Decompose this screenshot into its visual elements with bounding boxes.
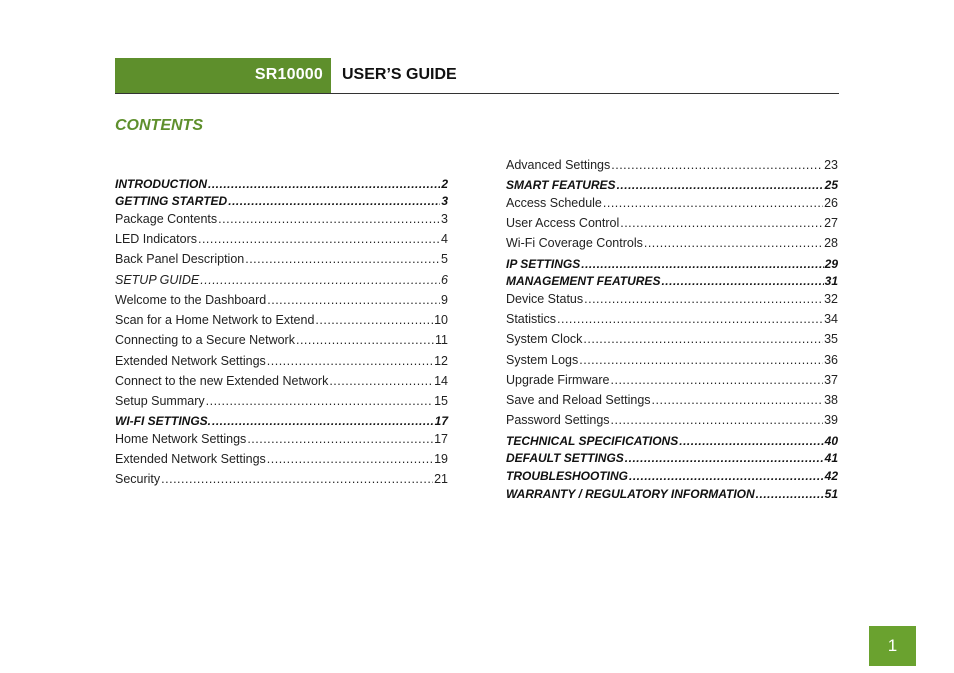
model-name: SR10000 [254,66,323,83]
toc-leader-dots [557,311,823,327]
toc-entry-label: Save and Reload Settings [506,393,651,407]
toc-entry-page: 38 [824,393,838,407]
toc-entry-label: DEFAULT SETTINGS [506,451,624,465]
toc-leader-dots [644,235,823,251]
toc-entry[interactable] [506,235,838,251]
toc-leader-dots [584,291,823,307]
toc-entry-page: 31 [824,274,838,288]
toc-entry-page: 34 [824,312,838,326]
toc-entry-label: Wi-Fi Coverage Controls [506,236,643,250]
toc-entry[interactable] [115,231,448,247]
toc-entry-label: Scan for a Home Network to Extend [115,313,315,327]
toc-entry-label: SETUP GUIDE [115,273,200,287]
toc-entry-label: User Access Control [506,216,620,230]
toc-entry-page: 19 [434,452,448,466]
toc-leader-dots [296,332,434,348]
toc-entry-page: 41 [824,451,838,465]
toc-leader-dots [267,353,433,369]
toc-leader-dots [267,292,440,308]
toc-entry-page: 23 [824,158,838,172]
toc-leader-dots [629,468,824,484]
toc-entry-page: 27 [824,216,838,230]
contents-heading: CONTENTS [115,117,203,134]
toc-entry-page: 12 [434,354,448,368]
toc-leader-dots [198,231,440,247]
toc-entry-label: Password Settings [506,413,610,427]
toc-entry-label: TROUBLESHOOTING [506,469,628,483]
toc-entry[interactable] [115,211,448,227]
toc-entry[interactable] [506,486,838,502]
toc-leader-dots [611,157,823,173]
toc-entry-page: 42 [824,469,838,483]
toc-leader-dots [603,195,823,211]
toc-entry-page: 14 [434,374,448,388]
toc-entry-label: GETTING STARTED [115,194,228,208]
toc-entry-page: 3 [441,212,448,226]
toc-entry-label: WI-FI SETTINGS. [115,414,211,428]
toc-leader-dots [218,211,440,227]
toc-entry[interactable] [115,176,448,192]
toc-leader-dots [625,450,824,466]
toc-entry[interactable] [506,433,838,449]
toc-leader-dots [267,451,433,467]
toc-entry[interactable] [506,392,838,408]
toc-entry-label: Setup Summary [115,394,205,408]
toc-entry-label: Access Schedule [506,196,602,210]
toc-entry[interactable] [115,413,448,429]
toc-entry[interactable] [506,372,838,388]
toc-leader-dots [208,176,440,192]
toc-entry-page: 25 [824,178,838,192]
toc-leader-dots [228,193,440,209]
toc-leader-dots [611,372,824,388]
toc-entry-page: 39 [824,413,838,427]
toc-leader-dots [315,312,433,328]
toc-entry[interactable] [506,291,838,307]
toc-entry[interactable] [506,195,838,211]
toc-entry-label: System Logs [506,353,579,367]
toc-entry-page: 51 [824,487,838,501]
toc-entry-page: 28 [824,236,838,250]
toc-leader-dots [611,412,824,428]
toc-entry[interactable] [115,353,448,369]
guide-title: USER’S GUIDE [342,66,457,83]
toc-leader-dots [583,331,823,347]
toc-entry-page: 36 [824,353,838,367]
toc-entry[interactable] [506,412,838,428]
toc-entry-label: Welcome to the Dashboard [115,293,267,307]
toc-leader-dots [200,272,440,288]
toc-entry-label: Package Contents [115,212,218,226]
toc-entry[interactable] [115,451,448,467]
toc-entry-page: 15 [434,394,448,408]
toc-entry-label: Extended Network Settings [115,354,266,368]
toc-entry-label: Advanced Settings [506,158,611,172]
toc-leader-dots [247,431,433,447]
toc-entry-page: 9 [441,293,448,307]
toc-entry-label: Home Network Settings [115,432,247,446]
toc-entry-page: 6 [441,273,448,287]
toc-leader-dots [245,251,440,267]
toc-entry-label: Extended Network Settings [115,452,266,466]
toc-entry-label: LED Indicators [115,232,197,246]
toc-leader-dots [329,373,433,389]
toc-entry[interactable] [115,272,448,288]
toc-entry[interactable] [506,311,838,327]
toc-entry-label: Back Panel Description [115,252,245,266]
toc-entry-page: 40 [824,434,838,448]
toc-entry-page: 37 [824,373,838,387]
toc-leader-dots [679,433,823,449]
toc-leader-dots [617,177,824,193]
toc-entry-label: Upgrade Firmware [506,373,610,387]
toc-entry[interactable] [115,393,448,409]
toc-entry-page: 29 [824,257,838,271]
toc-entry[interactable] [115,312,448,328]
toc-entry[interactable] [506,331,838,347]
toc-entry[interactable] [115,332,448,348]
toc-entry-page: 17 [434,432,448,446]
toc-leader-dots [212,413,434,429]
toc-entry[interactable] [506,352,838,368]
toc-entry[interactable] [506,215,838,231]
toc-entry[interactable] [506,256,838,272]
toc-entry-label: TECHNICAL SPECIFICATIONS [506,434,679,448]
toc-entry[interactable] [115,431,448,447]
toc-entry[interactable] [506,177,838,193]
toc-entry[interactable] [506,468,838,484]
toc-entry[interactable] [115,292,448,308]
toc-entry[interactable] [115,251,448,267]
toc-entry[interactable] [115,193,448,209]
toc-entry[interactable] [506,273,838,289]
toc-entry-page: 21 [434,472,448,486]
toc-entry-page: 10 [434,313,448,327]
toc-leader-dots [161,471,433,487]
toc-entry-page: 11 [435,333,448,347]
toc-leader-dots [661,273,823,289]
toc-entry-page: 4 [441,232,448,246]
toc-entry-label: Connecting to a Secure Network [115,333,295,347]
toc-entry-page: 5 [441,252,448,266]
toc-entry-page: 35 [824,332,838,346]
toc-entry-label: WARRANTY / REGULATORY INFORMATION [506,487,755,501]
toc-entry-page: 3 [441,194,448,208]
toc-left-column [115,0,448,673]
toc-entry-label: INTRODUCTION [115,177,207,191]
toc-entry-label: Device Status [506,292,584,306]
toc-leader-dots [579,352,823,368]
toc-leader-dots [652,392,824,408]
toc-entry-label: Connect to the new Extended Network [115,374,329,388]
toc-entry-page: 17 [434,414,448,428]
toc-entry-label: Security [115,472,161,486]
toc-entry-label: SMART FEATURES [506,178,616,192]
page-number-badge: 1 [869,626,916,666]
toc-right-column [506,0,838,673]
toc-entry-label: IP SETTINGS [506,257,581,271]
toc-leader-dots [756,486,824,502]
toc-entry-page: 32 [824,292,838,306]
toc-entry-label: Statistics [506,312,557,326]
toc-entry-page: 26 [824,196,838,210]
toc-entry[interactable] [506,450,838,466]
toc-entry-label: MANAGEMENT FEATURES [506,274,661,288]
toc-entry[interactable] [506,157,838,173]
toc-entry[interactable] [115,373,448,389]
toc-entry-page: 2 [441,177,448,191]
toc-entry-label: System Clock [506,332,583,346]
toc-entry[interactable] [115,471,448,487]
toc-leader-dots [206,393,433,409]
toc-leader-dots [620,215,823,231]
toc-leader-dots [581,256,823,272]
